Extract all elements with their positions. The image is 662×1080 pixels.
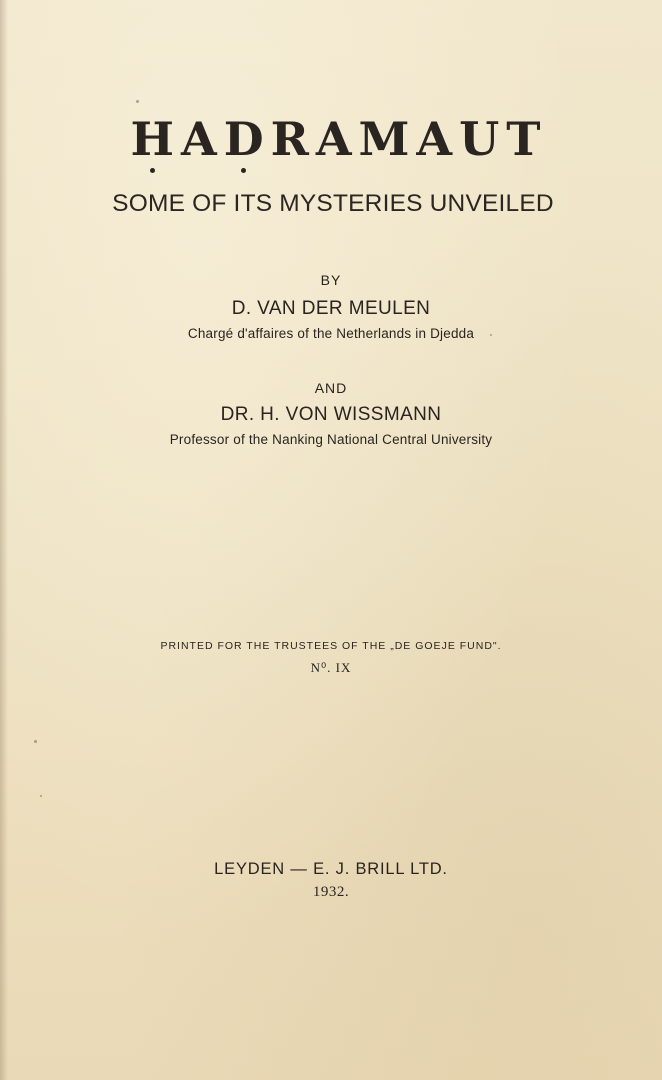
publisher-line: LEYDEN — E. J. BRILL LTD. <box>214 860 448 878</box>
paper-speck <box>40 795 42 797</box>
title-letter-d-dotted: D <box>223 112 271 166</box>
publication-year: 1932. <box>312 884 350 900</box>
paper-speck <box>34 740 37 743</box>
book-title <box>8 112 662 166</box>
author-2-description: Professor of the Nanking National Central University <box>169 432 493 447</box>
title-letter-a: A <box>181 112 224 166</box>
paper-speck <box>136 100 139 103</box>
author-2-name: DR. H. VON WISSMANN <box>220 404 442 425</box>
title-letter-h-dotted: H <box>130 112 181 166</box>
series-number: N⁰. IX <box>310 660 352 675</box>
printed-for-note: PRINTED FOR THE TRUSTEES OF THE „DE GOEJE FUND". <box>160 640 502 652</box>
author-1-name: D. VAN DER MEULEN <box>231 298 431 319</box>
book-subtitle: SOME OF ITS MYSTERIES UNVEILED <box>112 190 554 217</box>
and-label: AND <box>314 380 348 396</box>
title-rest: RAMAUT <box>270 112 548 166</box>
author-1-description: Chargé d'affaires of the Netherlands in Djedda <box>187 326 475 341</box>
by-label: BY <box>320 272 342 288</box>
page-edge-shadow <box>0 0 8 1080</box>
paper-speck <box>490 334 492 336</box>
